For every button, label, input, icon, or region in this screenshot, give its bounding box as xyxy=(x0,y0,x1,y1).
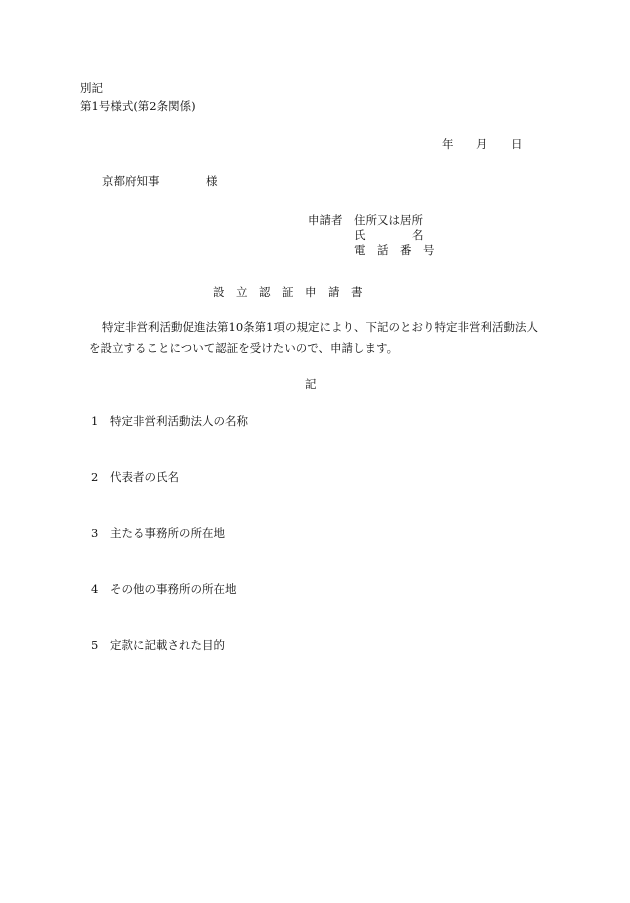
item-number: 4 xyxy=(91,582,99,596)
date-month: 月 xyxy=(476,137,488,151)
applicant-address-label: 住所又は居所 xyxy=(354,213,423,227)
body-line-1: 特定非営利活動促進法第10条第1項の規定により、下記のとおり特定非営利活動法人 xyxy=(102,320,538,334)
addressee-honorific: 様 xyxy=(206,174,218,188)
item-label-main-office: 主たる事務所の所在地 xyxy=(110,526,225,540)
date-day: 日 xyxy=(511,137,523,151)
item-label-purpose: 定款に記載された目的 xyxy=(110,638,225,652)
item-number: 1 xyxy=(91,414,99,428)
item-label-org-name: 特定非営利活動法人の名称 xyxy=(110,414,248,428)
annex-label: 別記 xyxy=(80,81,103,95)
applicant-name-label-1: 氏 xyxy=(354,228,366,242)
applicant-name-label-2: 名 xyxy=(412,228,424,242)
body-line-2: を設立することについて認証を受けたいので、申請します。 xyxy=(89,341,399,355)
item-number: 2 xyxy=(91,470,99,484)
form-number: 第1号様式(第2条関係) xyxy=(80,99,196,113)
item-number: 5 xyxy=(91,638,99,652)
addressee-name: 京都府知事 xyxy=(102,174,160,188)
item-label-representative: 代表者の氏名 xyxy=(110,470,179,484)
item-number: 3 xyxy=(91,526,99,540)
item-label-other-office: その他の事務所の所在地 xyxy=(110,582,237,596)
applicant-phone-label: 電 話 番 号 xyxy=(354,243,435,257)
applicant-label: 申請者 xyxy=(308,213,343,227)
document-title: 設 立 認 証 申 請 書 xyxy=(213,285,363,299)
date-year: 年 xyxy=(442,137,454,151)
ki-heading: 記 xyxy=(305,377,317,391)
